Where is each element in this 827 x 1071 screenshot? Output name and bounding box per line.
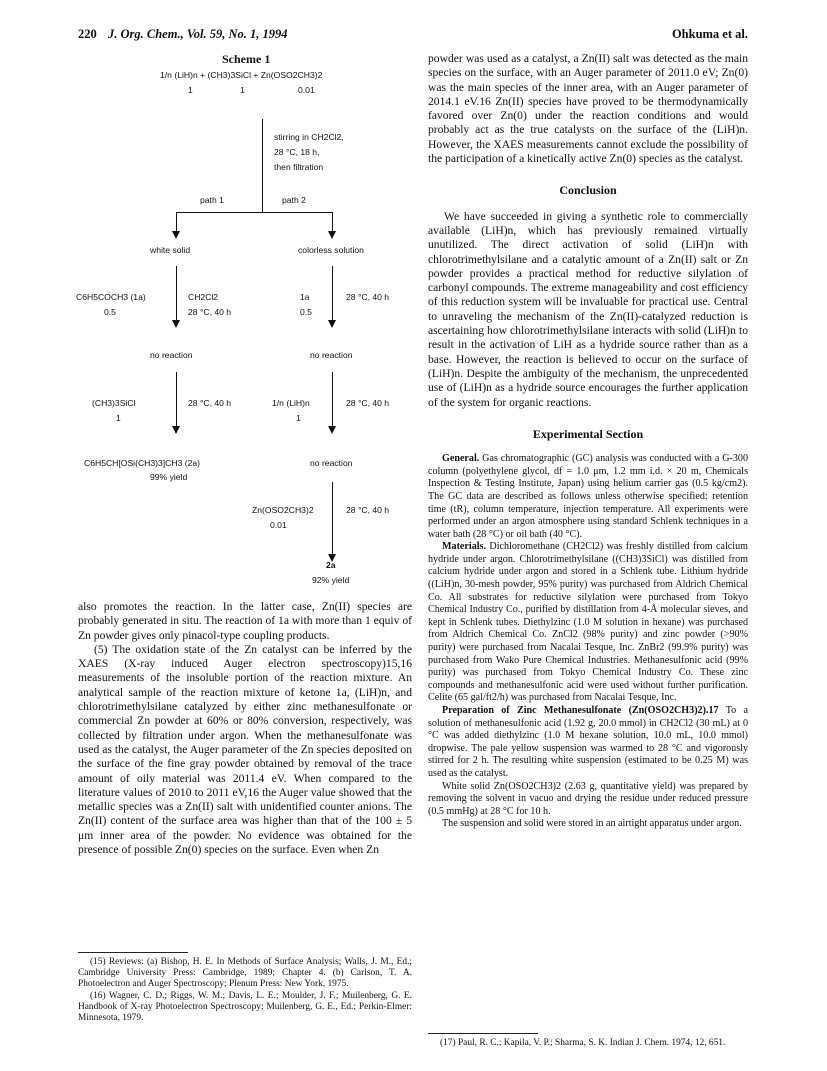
lih-eq: 1: [296, 413, 301, 423]
arrow-head: [328, 231, 336, 239]
reagent-1a-eq: 0.5: [104, 307, 116, 317]
final-product: 2a: [326, 560, 336, 570]
solvent: CH2Cl2: [188, 292, 219, 302]
scheme-1: [60, 52, 432, 592]
arrow-head: [172, 231, 180, 239]
path-2-label: path 2: [282, 195, 306, 205]
lih: 1/n (LiH)n: [272, 398, 310, 408]
journal-citation: J. Org. Chem., Vol. 59, No. 1, 1994: [108, 27, 288, 41]
paragraph: powder was used as a catalyst, a Zn(II) salt was detected as the main species on the surface, with an Auger parameter of 2011.0 eV; Zn(0) was the main species of the inner area, with an Auger parameter of 2014.1 eV.16 Zn(II) species have proved to be thermodynamically favored over Zn(0) under the reaction conditions and would probably act as the true catalysts on the surface of the (LiH)n. However, the XAES measurements cannot exclude the possibility of the participation of a kinetically active Zn(0) species as the catalyst.: [428, 52, 748, 166]
cond-b2: 28 °C, 40 h: [346, 398, 390, 408]
cond-1: stirring in CH2Cl2,: [274, 132, 344, 142]
arrow-head: [328, 320, 336, 328]
arrow-head: [328, 426, 336, 434]
footnotes-right: [428, 1038, 748, 1049]
cond-2: 28 °C, 18 h,: [274, 147, 320, 157]
scheme-reactants: 1/n (LiH)n + (CH3)3SiCl + Zn(OSO2CH3)2: [160, 70, 323, 80]
prep-paragraph: Preparation of Zinc Methanesulfonate (Zn(OSO2CH3)2).17 To a solution of methanesulfonic acid (1.92 g, 20.0 mmol) in CH2Cl2 (30 mL) at 0 °C was added diethylzinc (1.0 M hexane solution, 10.0 mL, 10.0 mmol) dropwise. The pale yellow suspension was warmed to 28 °C and vigorously stirred for 2 h. The resulting white suspension (estimated to be 0.25 M) was used as the catalyst.: [428, 705, 748, 779]
no-reaction-3: no reaction: [310, 458, 353, 468]
paragraph: White solid Zn(OSO2CH3)2 (2.63 g, quantitative yield) was prepared by removing the solvent in vacuo and drying the residue under reduced pressure (0.5 mmHg) at 28 °C for 10 h.: [428, 780, 748, 817]
footnotes-left: [78, 957, 412, 1024]
experimental-body: [428, 453, 748, 831]
right-column: [428, 52, 748, 831]
page-number: 220: [78, 27, 97, 41]
footnote-rule: [428, 1033, 538, 1034]
final-yield: 92% yield: [312, 575, 350, 585]
cond-a2: 28 °C, 40 h: [188, 398, 232, 408]
reagent-b1: 1a: [300, 292, 310, 302]
prep-heading: Preparation of Zinc Methanesulfonate (Zn(OSO2CH3)2).17: [442, 705, 719, 716]
paragraph: also promotes the reaction. In the latter case, Zn(II) species are probably generated in situ. The reaction of 1a with more than 1 equiv of Zn powder gives only pinacol-type coupling products.: [78, 600, 412, 642]
materials-paragraph: Materials. Dichloromethane (CH2Cl2) was freshly distilled from calcium hydride under argon. Chlorotrimethylsilane ((CH3)3SiCl) was distilled from calcium hydride under argon and stored in a Schlenk tube. Lithium hydride ((LiH)n, 30-mesh powder, 95% purity) was purchased from Aldrich Chemical Co. All substrates for reductive silylation were purchased from Tokyo Chemical Industry Co., purified by distillation from 4-Å molecular sieves, and kept in Schlenk tubes. Diethylzinc (1.0 M solution in hexane) was purchased from Aldrich Chemical Co. ZnCl2 (98% purity) and zinc powder (>90% purity) were purchased from Nacalai Tesque, Inc. ZnBr2 (99.9% purity) was purchased from Wako Pure Chemical Industries. Methanesulfonic acid (99% purity) was purchased from Tokyo Chemical Industry Co. These zinc compounds and methanesulfonic acid were used without further purification. Celite (65 gal/ft2/h) was purchased from Nacalai Tesque, Inc.: [428, 541, 748, 704]
conclusion-paragraph: We have succeeded in giving a synthetic role to commercially available (LiH)n, which has previously remained virtually unutilized. The direct activation of solid (LiH)n with chlorotrimethylsilane and a catalytic amount of a Zn(II) salt or Zn powder provides a practical method for reductive silylation of carbonyl compounds. The extreme manageability and cost efficiency of this reduction system will be invaluable for practical use. Central to unraveling the mechanism of the Zn(II)-catalyzed reduction is ascertaining how chlorotrimethylsilane interacts with solid (LiH)n to result in the activation of LiH as a hydride source rather than as a base. However, the reaction is believed to occur on the surface of (LiH)n. Despite the ambiguity of the mechanism, the unprecedented use of (LiH)n as a hydride source encourages the further application of the system for organic reactions.: [428, 209, 748, 409]
footnote-17: (17) Paul, R. C.; Kapila, V. P.; Sharma, S. K. Indian J. Chem. 1974, 12, 651.: [440, 1038, 726, 1048]
scheme-main-arrow: [262, 119, 263, 212]
footnote-15: (15) Reviews: (a) Bishop, H. E. In Methods of Surface Analysis; Walls, J. M., Ed.; Cambridge University Press: Cambridge, 1989; Chapter 4. (b) Carlson, T. A. Photoelectron and Auger Spectroscopy; Plenum Press: New York, 1975.: [78, 957, 412, 990]
paragraph: The suspension and solid were stored in an airtight apparatus under argon.: [442, 818, 742, 830]
page-header: [78, 27, 748, 45]
tmscl: (CH3)3SiCl: [92, 398, 136, 408]
reagent-b1-eq: 0.5: [300, 307, 312, 317]
colorless-solution: colorless solution: [298, 245, 364, 255]
arrow-head: [172, 426, 180, 434]
branch-line: [176, 212, 332, 213]
path-1-label: path 1: [200, 195, 224, 205]
ratio-1: 1: [188, 85, 193, 95]
materials-heading: Materials.: [442, 541, 487, 553]
cond-b3: 28 °C, 40 h: [346, 505, 390, 515]
left-column: [78, 600, 412, 857]
tmscl-eq: 1: [116, 413, 121, 423]
ratio-3: 0.01: [298, 85, 315, 95]
product-yield: 99% yield: [150, 472, 188, 482]
product-2a: C6H5CH[OSi(CH3)3]CH3 (2a): [84, 458, 201, 468]
conclusion-heading: Conclusion: [559, 183, 617, 198]
ratio-2: 1: [240, 85, 245, 95]
cond-a1: 28 °C, 40 h: [188, 307, 232, 317]
footnote-16: (16) Wagner, C. D.; Riggs, W. M.; Davis, L. E.; Moulder, J. F.; Muilenberg, G. E. Handbook of X-ray Photoelectron Spectroscopy; Muilenberg, G. E., Ed.; Perkin-Elmer: Minnesota, 1979.: [78, 990, 412, 1024]
cond-b1: 28 °C, 40 h: [346, 292, 390, 302]
general-paragraph: General. Gas chromatographic (GC) analysis was conducted with a G-300 column (polyethylene glycol, df = 1.0 μm, 1.2 mm i.d. × 20 m, Chemicals Inspection & Testing Institute, Japan) using helium carrier gas (0.5 kg/cm2). The GC data are described as follows unless otherwise specified: retention time (tR), column temperature, injection temperature. All experiments were performed under an argon atmosphere using standard Schlenk techniques in a water bath (28 °C) or oil bath (40 °C).: [428, 453, 748, 540]
no-reaction-1: no reaction: [150, 350, 193, 360]
no-reaction-2: no reaction: [310, 350, 353, 360]
experimental-heading: Experimental Section: [532, 426, 644, 441]
running-authors: Ohkuma et al.: [671, 27, 748, 41]
scheme-title: Scheme 1: [222, 52, 271, 66]
reagent-1a: C6H5COCH3 (1a): [76, 292, 146, 302]
paragraph: (5) The oxidation state of the Zn catalyst can be inferred by the XAES (X-ray induced Auger electron spectroscopy)15,16 measurements of the insoluble portion of the reaction mixture. An analytical sample of the reaction mixture of ketone 1a, (LiH)n, and chlorotrimethylsilane catalyzed by either zinc methanesulfonate or commercial Zn powder at 60% or 80% conversion, respectively, was collected by filtration under argon. When the methanesulfonate was used as the catalyst, the Auger parameter of the Zn species deposited on the surface of the fine gray powder obtained by removal of the trace amount of oily material was 2011.4 eV. When compared to the literature values of 2010 to 2011 eV,16 the Auger value showed that the metallic species was a Zn(II) salt with unidentified counter anions. The Zn(II) content of the surface area was higher than that of the 100 ± 5 μm inner area of the powder. No evidence was obtained for the presence of possible Zn(0) species on the surface. Even when Zn: [78, 642, 412, 857]
white-solid: white solid: [150, 245, 191, 255]
zn-catalyst: Zn(OSO2CH3)2: [252, 505, 314, 515]
arrow-head: [172, 320, 180, 328]
general-heading: General.: [442, 453, 480, 465]
cond-3: then filtration: [274, 162, 324, 172]
zn-catalyst-eq: 0.01: [270, 520, 287, 530]
footnote-rule: [78, 952, 188, 953]
